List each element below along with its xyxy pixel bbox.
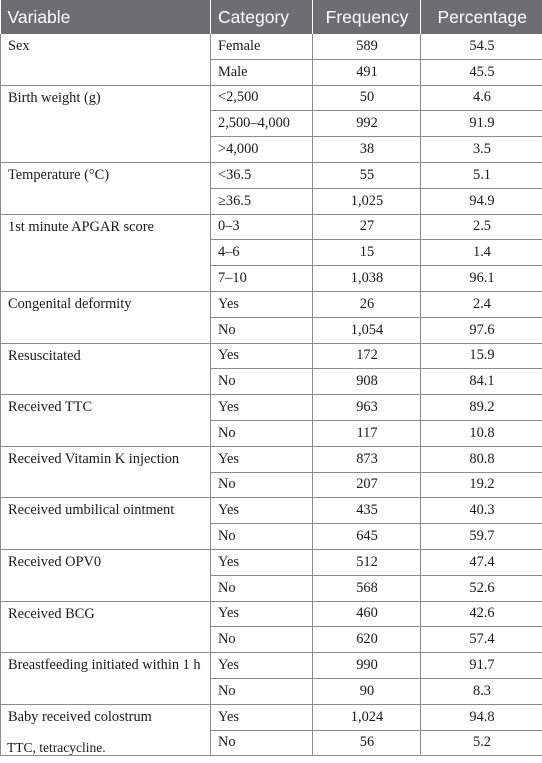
- category-cell: <2,500: [211, 85, 313, 111]
- category-cell: 4–6: [211, 240, 313, 266]
- frequency-cell: 589: [313, 34, 421, 59]
- frequency-cell: 15: [313, 240, 421, 266]
- frequency-cell: 1,054: [313, 317, 421, 343]
- variable-cell: 1st minute APGAR score: [1, 214, 211, 291]
- table-row: [1, 498, 542, 524]
- table-row: [1, 162, 542, 188]
- category-cell: No: [211, 524, 313, 550]
- variable-cell: Resuscitated: [1, 343, 211, 395]
- frequency-cell: 27: [313, 214, 421, 240]
- category-cell: No: [211, 472, 313, 498]
- frequency-cell: 568: [313, 575, 421, 601]
- category-cell: Yes: [211, 291, 313, 317]
- frequency-cell: 172: [313, 343, 421, 369]
- percentage-cell: 1.4: [421, 240, 542, 266]
- category-cell: Yes: [211, 498, 313, 524]
- percentage-cell: 94.9: [421, 188, 542, 214]
- category-cell: Yes: [211, 653, 313, 679]
- percentage-cell: 91.7: [421, 653, 542, 679]
- variable-cell: Received OPV0: [1, 549, 211, 601]
- category-cell: 2,500–4,000: [211, 111, 313, 137]
- category-cell: No: [211, 730, 313, 756]
- frequency-cell: 1,025: [313, 188, 421, 214]
- category-cell: No: [211, 575, 313, 601]
- frequency-cell: 873: [313, 446, 421, 472]
- percentage-cell: 8.3: [421, 678, 542, 704]
- variable-cell: Temperature (°C): [1, 162, 211, 214]
- table-row: [1, 653, 542, 679]
- variable-cell: Sex: [1, 34, 211, 85]
- percentage-cell: 2.5: [421, 214, 542, 240]
- percentage-cell: 57.4: [421, 627, 542, 653]
- percentage-cell: 97.6: [421, 317, 542, 343]
- category-cell: Yes: [211, 446, 313, 472]
- frequency-cell: 117: [313, 420, 421, 446]
- frequency-cell: 990: [313, 653, 421, 679]
- percentage-cell: 54.5: [421, 34, 542, 59]
- percentage-cell: 4.6: [421, 85, 542, 111]
- frequency-cell: 435: [313, 498, 421, 524]
- frequency-cell: 908: [313, 369, 421, 395]
- category-cell: 7–10: [211, 266, 313, 292]
- category-cell: Male: [211, 59, 313, 85]
- variable-cell: Received BCG: [1, 601, 211, 653]
- variable-cell: Birth weight (g): [1, 85, 211, 162]
- frequency-cell: 620: [313, 627, 421, 653]
- frequency-cell: 645: [313, 524, 421, 550]
- header-category: Category: [211, 0, 313, 34]
- category-cell: Yes: [211, 343, 313, 369]
- percentage-cell: 45.5: [421, 59, 542, 85]
- percentage-cell: 5.1: [421, 162, 542, 188]
- percentage-cell: 10.8: [421, 420, 542, 446]
- frequency-cell: 491: [313, 59, 421, 85]
- frequency-cell: 26: [313, 291, 421, 317]
- percentage-cell: 19.2: [421, 472, 542, 498]
- percentage-cell: 15.9: [421, 343, 542, 369]
- frequency-cell: 1,024: [313, 704, 421, 730]
- category-cell: No: [211, 627, 313, 653]
- category-cell: >4,000: [211, 137, 313, 163]
- header-frequency: Frequency: [313, 0, 421, 34]
- percentage-cell: 3.5: [421, 137, 542, 163]
- percentage-cell: 91.9: [421, 111, 542, 137]
- percentage-cell: 2.4: [421, 291, 542, 317]
- frequency-cell: 56: [313, 730, 421, 756]
- frequency-cell: 992: [313, 111, 421, 137]
- frequency-cell: 460: [313, 601, 421, 627]
- variable-cell: Breastfeeding initiated within 1 h: [1, 653, 211, 705]
- table-body: [1, 34, 542, 756]
- frequency-cell: 38: [313, 137, 421, 163]
- header-variable: Variable: [1, 0, 211, 34]
- percentage-cell: 94.8: [421, 704, 542, 730]
- table-row: [1, 549, 542, 575]
- percentage-cell: 47.4: [421, 549, 542, 575]
- frequency-cell: 90: [313, 678, 421, 704]
- variable-cell: Received Vitamin K injection: [1, 446, 211, 498]
- frequency-cell: 207: [313, 472, 421, 498]
- frequency-cell: 55: [313, 162, 421, 188]
- table-row: [1, 343, 542, 369]
- percentage-cell: 40.3: [421, 498, 542, 524]
- table-row: [1, 704, 542, 730]
- category-cell: ≥36.5: [211, 188, 313, 214]
- category-cell: No: [211, 678, 313, 704]
- percentage-cell: 5.2: [421, 730, 542, 756]
- category-cell: No: [211, 317, 313, 343]
- header-percentage: Percentage: [421, 0, 542, 34]
- percentage-cell: 89.2: [421, 395, 542, 421]
- category-cell: Yes: [211, 601, 313, 627]
- table-row: [1, 291, 542, 317]
- variable-cell: Received TTC: [1, 395, 211, 447]
- percentage-cell: 59.7: [421, 524, 542, 550]
- category-cell: No: [211, 369, 313, 395]
- category-cell: Yes: [211, 704, 313, 730]
- category-cell: No: [211, 420, 313, 446]
- percentage-cell: 52.6: [421, 575, 542, 601]
- frequency-cell: 50: [313, 85, 421, 111]
- variable-cell: Received umbilical ointment: [1, 498, 211, 550]
- variable-cell: Congenital deformity: [1, 291, 211, 343]
- percentage-cell: 80.8: [421, 446, 542, 472]
- table-row: [1, 34, 542, 59]
- table-row: [1, 446, 542, 472]
- percentage-cell: 42.6: [421, 601, 542, 627]
- table-row: [1, 214, 542, 240]
- table-row: [1, 85, 542, 111]
- frequency-cell: 1,038: [313, 266, 421, 292]
- percentage-cell: 96.1: [421, 266, 542, 292]
- percentage-cell: 84.1: [421, 369, 542, 395]
- table-footnote: TTC, tetracycline.: [7, 740, 106, 755]
- table-row: [1, 395, 542, 421]
- category-cell: <36.5: [211, 162, 313, 188]
- frequency-cell: 512: [313, 549, 421, 575]
- category-cell: 0–3: [211, 214, 313, 240]
- category-cell: Female: [211, 34, 313, 59]
- header-row: [1, 0, 542, 34]
- category-cell: Yes: [211, 549, 313, 575]
- variable-cell: Baby received colostrum: [1, 704, 211, 756]
- table-row: [1, 601, 542, 627]
- frequency-cell: 963: [313, 395, 421, 421]
- category-cell: Yes: [211, 395, 313, 421]
